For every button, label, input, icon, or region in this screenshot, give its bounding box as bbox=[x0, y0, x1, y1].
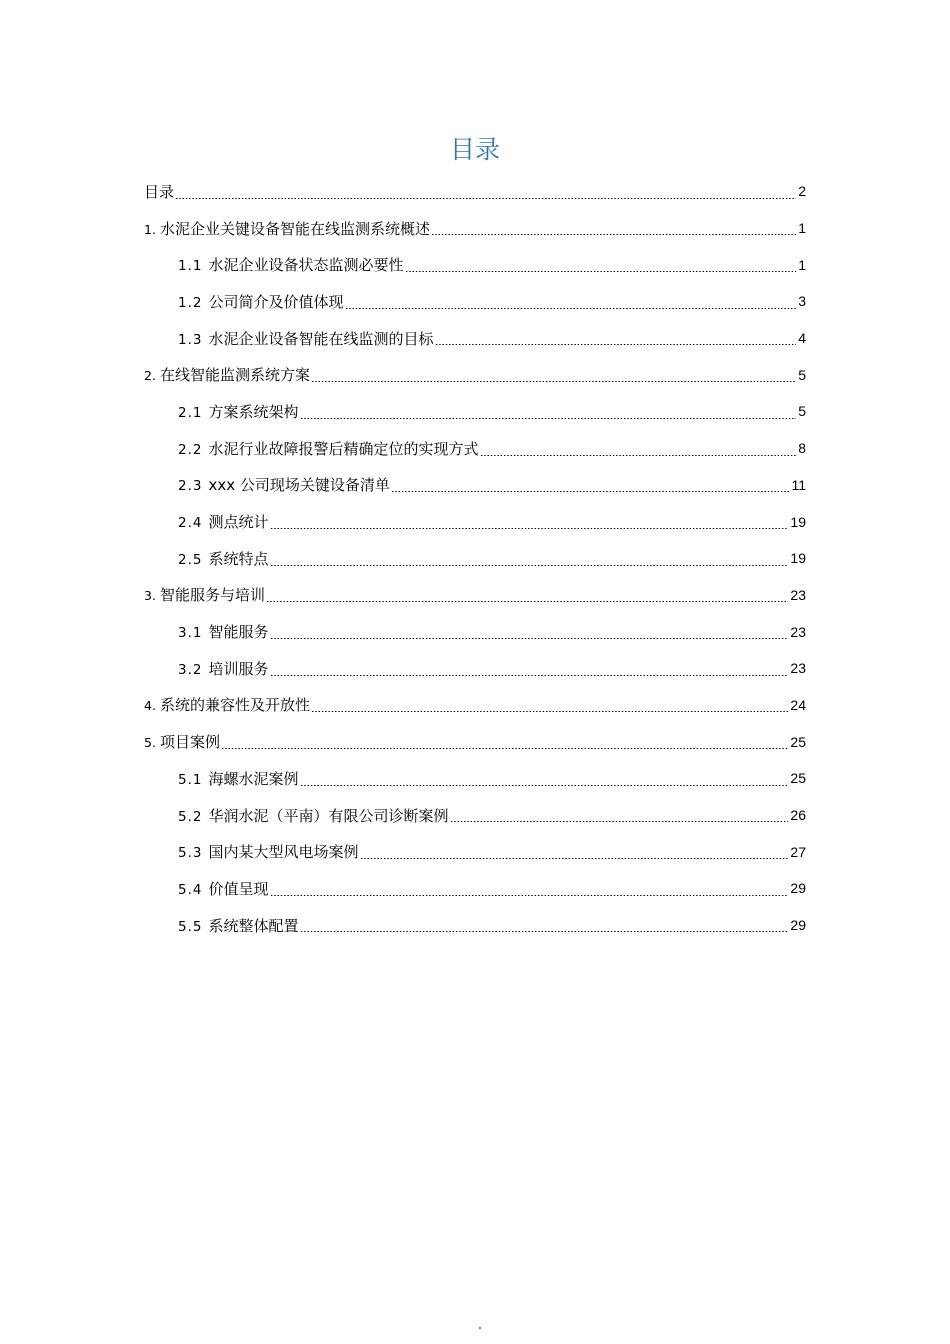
toc-page-number: 1 bbox=[798, 256, 806, 273]
toc-page-number: 8 bbox=[798, 440, 806, 457]
dot-leader bbox=[300, 418, 797, 419]
toc-page-number: 25 bbox=[790, 733, 806, 750]
toc-entry-label: 系统的兼容性及开放性 bbox=[159, 696, 310, 715]
toc-entry-label: 水泥企业设备智能在线监测的目标 bbox=[208, 329, 434, 348]
toc-entry-title bbox=[144, 364, 310, 385]
toc-entry-title bbox=[178, 805, 449, 826]
dot-leader bbox=[175, 198, 796, 199]
toc-entry[interactable] bbox=[0, 577, 950, 614]
toc-entry-number: 5.4 bbox=[178, 881, 203, 898]
toc-entry-title bbox=[144, 731, 220, 752]
toc-entry-title bbox=[178, 915, 299, 936]
dot-leader bbox=[360, 858, 789, 859]
toc-entry-number: 2.5 bbox=[178, 551, 203, 568]
toc-page-number: 19 bbox=[790, 550, 806, 567]
toc-entry[interactable] bbox=[0, 613, 950, 650]
toc-entry-number: 3.2 bbox=[178, 661, 203, 678]
toc-entry-label: 系统特点 bbox=[208, 549, 269, 568]
dot-leader bbox=[391, 491, 790, 492]
dot-leader bbox=[270, 895, 789, 896]
toc-page-number: 5 bbox=[798, 403, 806, 420]
toc-entry-number: 5.2 bbox=[178, 808, 203, 825]
dot-leader bbox=[221, 748, 788, 749]
toc-entry-number: 1.3 bbox=[178, 331, 203, 348]
toc-entry[interactable] bbox=[0, 760, 950, 797]
toc-page-number: 23 bbox=[790, 623, 806, 640]
toc-entry[interactable] bbox=[0, 870, 950, 907]
toc-entry-label: 项目案例 bbox=[159, 733, 220, 752]
toc-entry-number: 2.4 bbox=[178, 515, 203, 532]
toc-title: 目录 bbox=[449, 135, 500, 164]
toc-entry-number: 5.5 bbox=[178, 918, 203, 935]
toc-entry-title bbox=[178, 291, 344, 312]
toc-page-number: 27 bbox=[790, 843, 806, 860]
toc-entry-label: 培训服务 bbox=[208, 659, 269, 678]
toc-entry-label: 公司简介及价值体现 bbox=[208, 292, 344, 311]
toc-entry-number: 1. bbox=[144, 221, 156, 237]
toc-entry-title bbox=[178, 841, 359, 862]
toc-entry-number: 2. bbox=[144, 368, 156, 384]
toc-entry-label: 目录 bbox=[144, 182, 175, 201]
toc-entry-title bbox=[144, 694, 310, 715]
toc-page-number: 29 bbox=[790, 880, 806, 897]
toc-entry-label: 系统整体配置 bbox=[208, 916, 299, 935]
toc-entry-label: 国内某大型风电场案例 bbox=[208, 843, 359, 862]
toc-entry-title bbox=[144, 218, 430, 239]
toc-entry[interactable] bbox=[0, 356, 950, 393]
toc-page-number: 25 bbox=[790, 770, 806, 787]
toc-entry-number: 1.2 bbox=[178, 294, 203, 311]
toc-entry-title bbox=[178, 548, 269, 569]
dot-leader bbox=[405, 271, 797, 272]
toc-entry[interactable] bbox=[0, 797, 950, 834]
toc-entry[interactable] bbox=[0, 540, 950, 577]
toc-entry[interactable] bbox=[0, 723, 950, 760]
toc-list bbox=[0, 173, 950, 943]
toc-entry[interactable] bbox=[0, 687, 950, 724]
toc-entry-label: 水泥企业设备状态监测必要性 bbox=[208, 256, 404, 275]
toc-entry-number: 2.3 bbox=[178, 478, 203, 495]
toc-page-number: 23 bbox=[790, 586, 806, 603]
toc-entry-title bbox=[178, 401, 299, 422]
toc-entry[interactable] bbox=[0, 210, 950, 247]
toc-entry-number: 5. bbox=[144, 735, 156, 751]
toc-entry-label: xxx 公司现场关键设备清单 bbox=[208, 476, 390, 495]
dot-leader bbox=[311, 711, 788, 712]
toc-entry-number: 4. bbox=[144, 698, 156, 714]
toc-entry-label: 海螺水泥案例 bbox=[208, 769, 299, 788]
dot-leader bbox=[480, 455, 797, 456]
dot-leader bbox=[345, 308, 797, 309]
dot-leader bbox=[270, 528, 789, 529]
dot-leader bbox=[300, 785, 789, 786]
toc-page-number: 26 bbox=[790, 807, 806, 824]
toc-entry-label: 智能服务 bbox=[208, 623, 269, 642]
toc-entry-title bbox=[144, 584, 265, 605]
toc-entry-label: 测点统计 bbox=[208, 513, 269, 532]
dot-leader bbox=[270, 565, 789, 566]
toc-entry-label: 水泥企业关键设备智能在线监测系统概述 bbox=[159, 219, 430, 238]
toc-entry-number: 5.1 bbox=[178, 771, 203, 788]
dot-leader bbox=[270, 675, 789, 676]
toc-entry-number: 3. bbox=[144, 588, 156, 604]
toc-page-number: 1 bbox=[798, 220, 806, 237]
toc-entry-label: 华润水泥（平南）有限公司诊断案例 bbox=[208, 806, 449, 825]
toc-entry[interactable] bbox=[0, 467, 950, 504]
toc-entry-title bbox=[144, 181, 174, 202]
toc-entry-number: 5.3 bbox=[178, 845, 203, 862]
toc-entry[interactable] bbox=[0, 503, 950, 540]
toc-entry-title bbox=[178, 254, 404, 275]
toc-entry-title bbox=[178, 328, 434, 349]
toc-entry[interactable] bbox=[0, 173, 950, 210]
dot-leader bbox=[300, 931, 789, 932]
toc-entry[interactable] bbox=[0, 833, 950, 870]
toc-entry-title bbox=[178, 474, 390, 495]
toc-entry-label: 在线智能监测系统方案 bbox=[159, 366, 310, 385]
toc-entry-label: 智能服务与培训 bbox=[159, 586, 265, 605]
toc-page-number: 4 bbox=[798, 330, 806, 347]
toc-page-number: 11 bbox=[791, 476, 806, 493]
toc-page-number: 3 bbox=[798, 293, 806, 310]
dot-leader bbox=[450, 821, 789, 822]
toc-page-number: 24 bbox=[790, 696, 806, 713]
toc-page-number: 29 bbox=[790, 917, 806, 934]
toc-page-number: 2 bbox=[798, 183, 806, 200]
toc-entry[interactable] bbox=[0, 283, 950, 320]
toc-entry-title bbox=[178, 511, 269, 532]
toc-entry-number: 2.1 bbox=[178, 404, 203, 421]
toc-page-number: 19 bbox=[790, 513, 806, 530]
toc-entry-number: 1.1 bbox=[178, 258, 203, 275]
toc-page-number: 23 bbox=[790, 660, 806, 677]
toc-entry[interactable] bbox=[0, 320, 950, 357]
dot-leader bbox=[431, 234, 796, 235]
toc-entry-label: 价值呈现 bbox=[208, 879, 269, 898]
dot-leader bbox=[270, 638, 789, 639]
toc-entry-title bbox=[178, 658, 269, 679]
toc-entry-title bbox=[178, 438, 479, 459]
dot-leader bbox=[435, 344, 797, 345]
footer-mark bbox=[479, 1327, 481, 1329]
toc-entry-title bbox=[178, 621, 269, 642]
toc-entry-title bbox=[178, 878, 269, 899]
toc-entry-number: 3.1 bbox=[178, 625, 203, 642]
toc-entry[interactable] bbox=[0, 246, 950, 283]
toc-entry[interactable] bbox=[0, 430, 950, 467]
toc-entry-label: 水泥行业故障报警后精确定位的实现方式 bbox=[208, 439, 479, 458]
toc-entry[interactable] bbox=[0, 650, 950, 687]
toc-page-number: 5 bbox=[798, 366, 806, 383]
dot-leader bbox=[266, 601, 788, 602]
toc-entry[interactable] bbox=[0, 907, 950, 944]
dot-leader bbox=[311, 381, 796, 382]
toc-entry-number: 2.2 bbox=[178, 441, 203, 458]
toc-entry-title bbox=[178, 768, 299, 789]
toc-entry[interactable] bbox=[0, 393, 950, 430]
toc-entry-label: 方案系统架构 bbox=[208, 402, 299, 421]
